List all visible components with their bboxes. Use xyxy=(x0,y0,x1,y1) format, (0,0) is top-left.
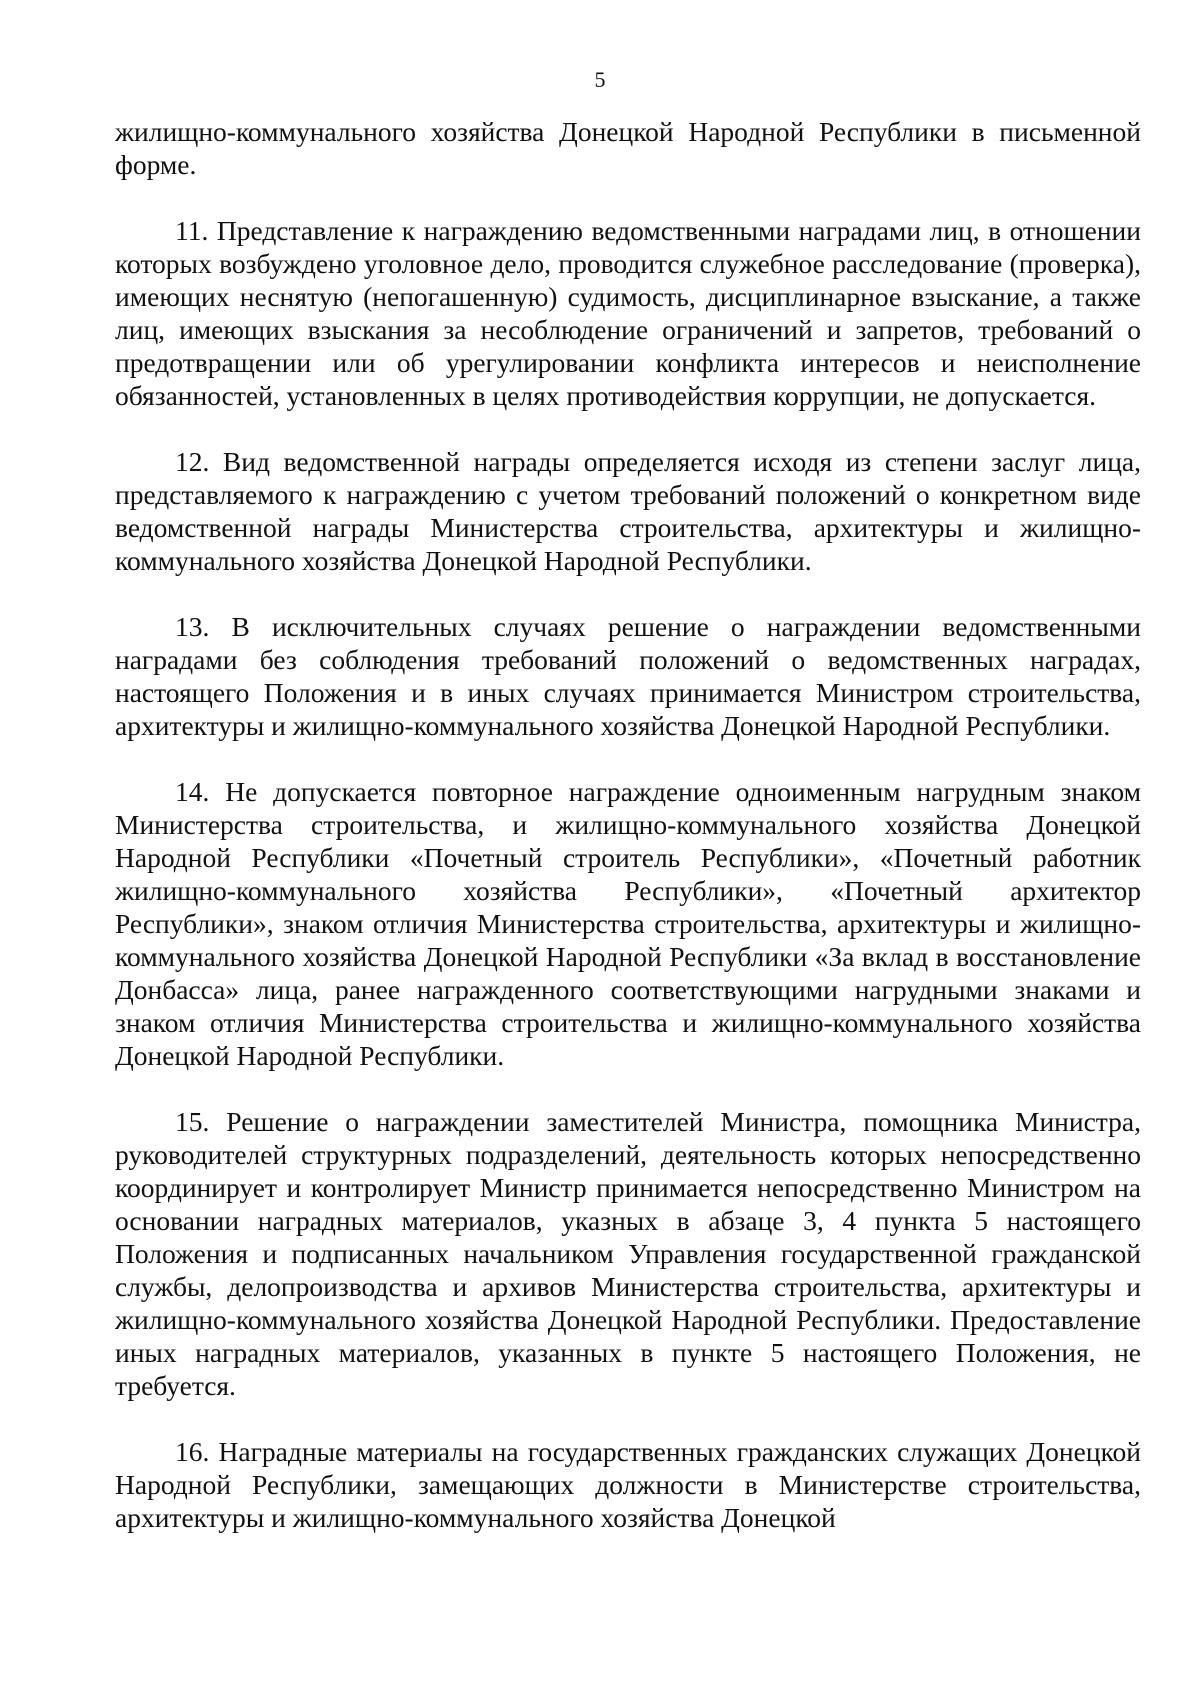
paragraph-15: 15. Решение о награждении заместителей Министра, помощника Министра, руководителей структурных подразделений, деятельность которых непосредственно координирует и контролирует Министр принимается непосредственно Министром на основании наградных материалов, указных в абзаце 3, 4 пункта 5 настоящего Положения и подписанных начальником Управления государственной гражданской службы, делопроизводства и архивов Министерства строительства, архитектуры и жилищно-коммунального хозяйства Донецкой Народной Республики. Предоставление иных наградных материалов, указанных в пункте 5 настоящего Положения, не требуется. xyxy=(115,1106,1141,1401)
page-number: 5 xyxy=(594,67,606,92)
paragraph-continuation: жилищно-коммунального хозяйства Донецкой Народной Республики в письменной форме. xyxy=(115,116,1141,180)
paragraph-14: 14. Не допускается повторное награждение одноименным нагрудным знаком Министерства строительства, и жилищно-коммунального хозяйства Донецкой Народной Республики «Почетный строитель Республики», «Почетный работник жилищно-коммунального хозяйства Республики», «Почетный архитектор Республики», знаком отличия Министерства строительства, архитектуры и жилищно-коммунального хозяйства Донецкой Народной Республики «За вклад в восстановление Донбасса» лица, ранее награжденного соответствующими нагрудными знаками и знаком отличия Министерства строительства и жилищно-коммунального хозяйства Донецкой Народной Республики. xyxy=(115,776,1141,1071)
paragraph-16: 16. Наградные материалы на государственных гражданских служащих Донецкой Народной Республики, замещающих должности в Министерстве строительства, архитектуры и жилищно-коммунального хозяйства Донецкой xyxy=(115,1436,1141,1533)
paragraph-11: 11. Представление к награждению ведомственными наградами лиц, в отношении которых возбуждено уголовное дело, проводится служебное расследование (проверка), имеющих неснятую (непогашенную) судимость, дисциплинарное взыскание, а также лиц, имеющих взыскания за несоблюдение ограничений и запретов, требований о предотвращении или об урегулировании конфликта интересов и неисполнение обязанностей, установленных в целях противодействия коррупции, не допускается. xyxy=(115,215,1141,411)
paragraph-12: 12. Вид ведомственной награды определяется исходя из степени заслуг лица, представляемого к награждению с учетом требований положений о конкретном виде ведомственной награды Министерства строительства, архитектуры и жилищно-коммунального хозяйства Донецкой Народной Республики. xyxy=(115,446,1141,576)
paragraph-13: 13. В исключительных случаях решение о награждении ведомственными наградами без соблюдения требований положений о ведомственных наградах, настоящего Положения и в иных случаях принимается Министром строительства, архитектуры и жилищно-коммунального хозяйства Донецкой Народной Республики. xyxy=(115,611,1141,741)
document-body xyxy=(115,115,1141,1534)
